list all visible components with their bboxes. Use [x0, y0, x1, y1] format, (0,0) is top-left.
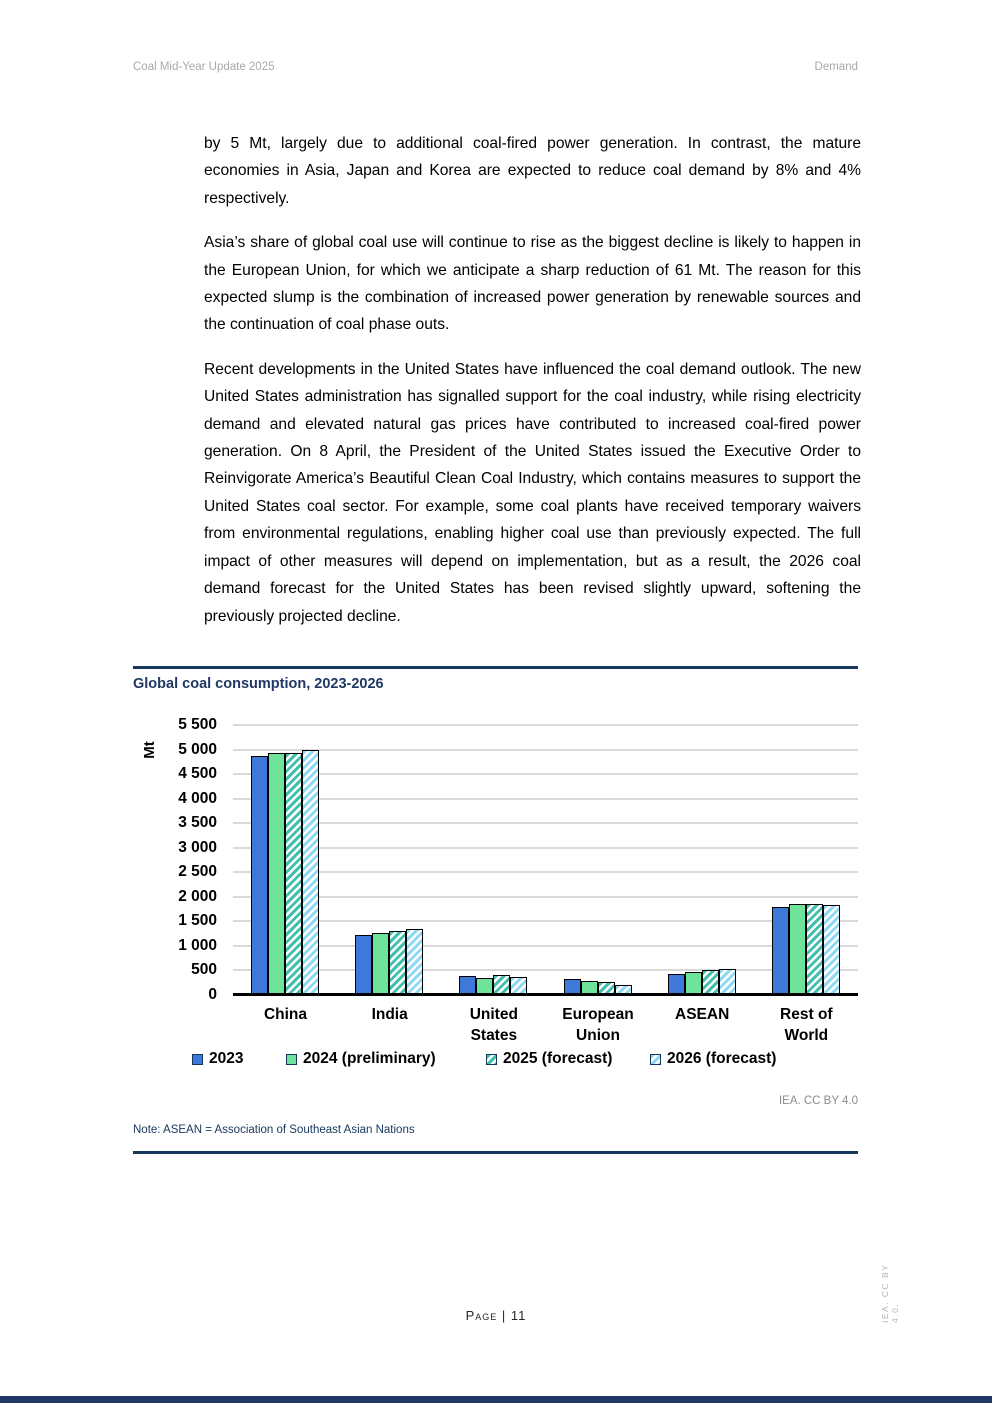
gridline — [233, 969, 858, 971]
paragraph-2: Asia’s share of global coal use will continue to rise as the biggest decline is likely to happen in the European Union, for which we anticipate a sharp reduction of 61 Mt. The reason for this expected slump is the combination of increased power generation by renewable sources and the continuation of coal phase outs. — [204, 234, 861, 334]
gridline — [233, 896, 858, 898]
bar-asean-2024 — [685, 972, 702, 995]
legend-item-2024 — [286, 1050, 436, 1068]
category-label-text: ASEAN — [675, 1006, 730, 1023]
gridline — [233, 798, 858, 800]
bar-rest-of-world-2023 — [772, 907, 789, 995]
legend-label: 2023 — [209, 1050, 244, 1067]
bar-group-rest-of-world — [772, 904, 840, 995]
category-label-text: China — [263, 1006, 308, 1023]
y-tick-label: 4 000 — [178, 789, 217, 807]
gridline — [233, 847, 858, 849]
category-label-rest-of-world — [754, 1005, 859, 1046]
bar-china-2024 — [268, 753, 285, 996]
gridline — [233, 822, 858, 824]
chart-legend — [0, 1050, 992, 1072]
gridline — [233, 945, 858, 947]
y-tick-label: 3 000 — [178, 838, 217, 856]
y-tick-label: 2 000 — [178, 887, 217, 905]
y-axis — [130, 716, 225, 1003]
bar-group-india — [355, 929, 423, 995]
bar-india-2024 — [372, 933, 389, 995]
y-tick-label: 2 500 — [178, 863, 217, 881]
running-header — [133, 61, 858, 73]
paragraph-3: Recent developments in the United States have influenced the coal demand outlook. The new United States administration has signalled support for the coal industry, while rising electricity demand and elevated natural gas prices have contributed to increased coal-fired power generation. On 8 April, the President of the United States issued the Executive Order to Reinvigorate America’s Beautiful Clean Coal Industry, which contains measures to support the United States coal sector. For example, some coal plants have received temporary waivers from environmental regulations, enabling higher coal use than previously expected. The full impact of other measures will depend on implementation, but as a result, the 2026 coal demand forecast for the United States has been revised slightly upward, softening the previously projected decline. — [204, 360, 861, 625]
bar-rest-of-world-2025 — [806, 904, 823, 995]
bar-asean-2026 — [719, 969, 736, 996]
bottom-accent-band — [0, 1396, 992, 1403]
gridline — [233, 773, 858, 775]
gridline — [233, 724, 858, 726]
y-tick-label: 0 — [208, 986, 217, 1003]
gridline — [233, 871, 858, 873]
bar-china-2026 — [302, 750, 319, 995]
paragraph-1: by 5 Mt, largely due to additional coal-fired power generation. In contrast, the mature economies in Asia, Japan and Korea are expected to reduce coal demand by 8% and 4% respectively. — [204, 135, 861, 207]
bar-india-2026 — [406, 929, 423, 995]
legend-marker-2024 — [286, 1054, 297, 1065]
legend-marker-2023 — [192, 1054, 203, 1065]
chart-note: Note: ASEAN = Association of Southeast Asian Nations — [133, 1124, 415, 1136]
category-label-text: United States — [469, 1006, 518, 1044]
bar-india-2023 — [355, 935, 372, 995]
bar-rest-of-world-2026 — [823, 905, 840, 995]
y-tick-label: 500 — [191, 961, 217, 979]
body-text — [204, 130, 861, 630]
vertical-license-text: IEA. CC BY 4.0. — [880, 1263, 900, 1323]
legend-label: 2025 (forecast) — [503, 1050, 613, 1067]
header-document-title: Coal Mid-Year Update 2025 — [133, 61, 275, 73]
category-label-text: European Union — [562, 1006, 634, 1044]
y-tick-label: 1 000 — [178, 936, 217, 954]
bar-china-2023 — [251, 756, 268, 995]
chart-title: Global coal consumption, 2023-2026 — [133, 676, 384, 692]
category-label-asean — [650, 1005, 755, 1026]
x-axis-line — [233, 993, 858, 996]
y-tick-label: 5 000 — [178, 740, 217, 758]
legend-marker-2025 — [486, 1054, 497, 1065]
y-tick-label: 3 500 — [178, 814, 217, 832]
legend-marker-2026 — [650, 1054, 661, 1065]
bar-asean-2025 — [702, 970, 719, 995]
category-label-china — [233, 1005, 338, 1026]
category-label-text: India — [371, 1006, 408, 1023]
bar-india-2025 — [389, 931, 406, 995]
bar-chart-plot-area — [233, 725, 858, 995]
y-axis-unit-label: Mt — [141, 741, 158, 759]
chart-attribution: IEA. CC BY 4.0 — [778, 1095, 858, 1107]
category-label-european-union — [546, 1005, 651, 1046]
legend-item-2026 — [650, 1050, 776, 1068]
bar-china-2025 — [285, 753, 302, 995]
bar-asean-2023 — [668, 974, 685, 995]
bar-group-asean — [668, 969, 736, 996]
gridline — [233, 920, 858, 922]
figure-bottom-rule — [133, 1151, 858, 1154]
figure-top-rule — [133, 666, 858, 669]
category-label-united-states — [441, 1005, 546, 1046]
gridline — [233, 749, 858, 751]
header-section-label: Demand — [814, 61, 858, 73]
bar-rest-of-world-2024 — [789, 904, 806, 995]
y-tick-label: 4 500 — [178, 765, 217, 783]
page-number: Page | 11 — [465, 1308, 527, 1323]
y-tick-label: 1 500 — [178, 912, 217, 930]
legend-item-2023 — [192, 1050, 243, 1068]
legend-label: 2026 (forecast) — [667, 1050, 777, 1067]
y-tick-label: 5 500 — [178, 716, 217, 733]
legend-label: 2024 (preliminary) — [303, 1050, 436, 1067]
category-label-text: Rest of World — [780, 1006, 833, 1044]
legend-item-2025 — [486, 1050, 612, 1068]
bar-group-china — [251, 750, 319, 995]
category-label-india — [337, 1005, 442, 1026]
